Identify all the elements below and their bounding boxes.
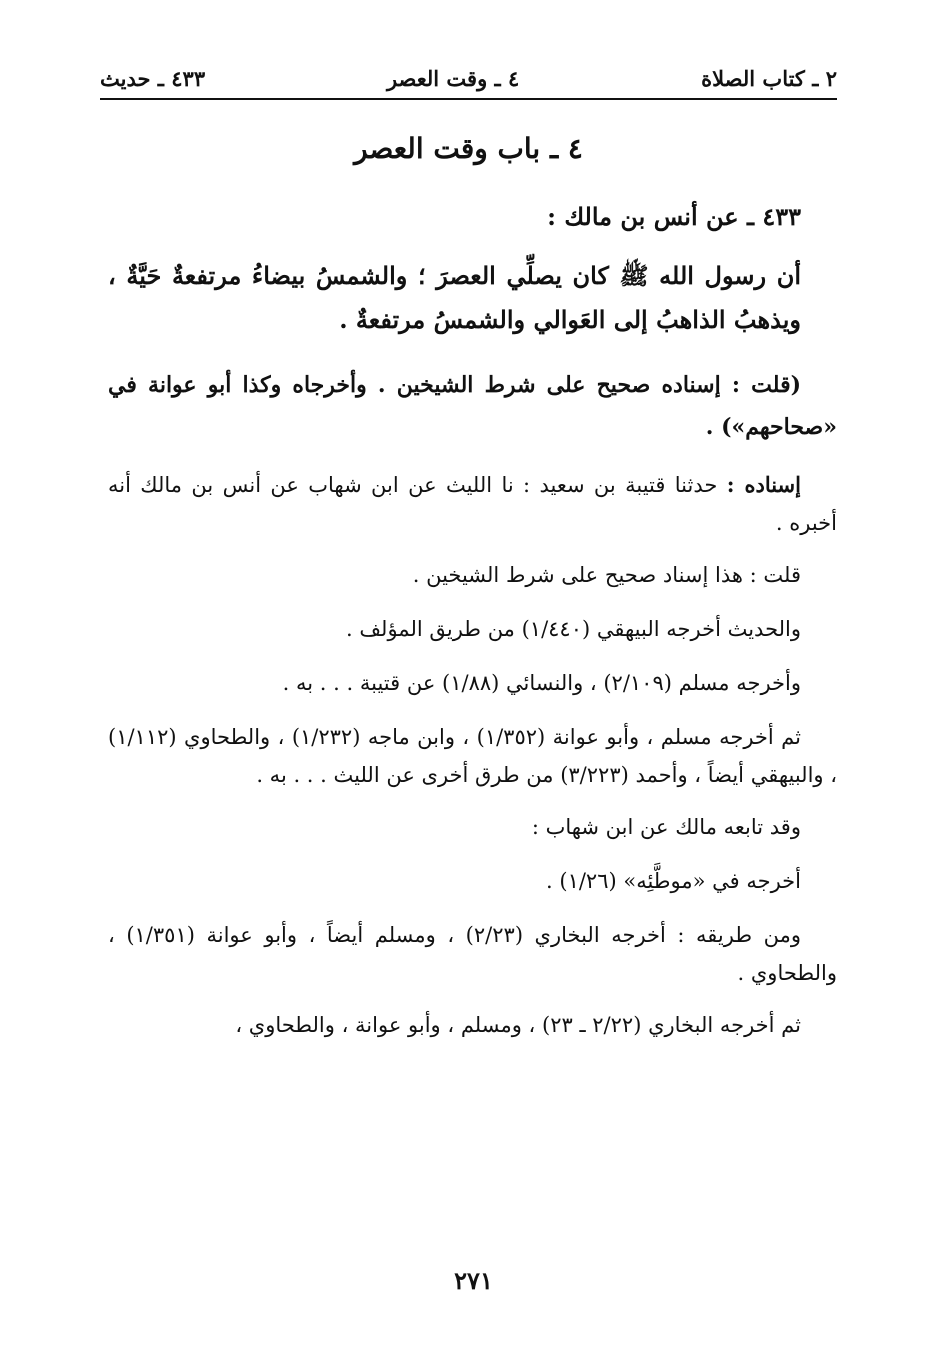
author-comment: (قلت : إسناده صحيح على شرط الشيخين . وأخرجاه وكذا أبو عوانة في «صحاحهم») . — [108, 372, 837, 440]
header-divider — [100, 98, 837, 100]
paragraph-grading: قلت : هذا إسناد صحيح على شرط الشيخين . — [412, 563, 801, 587]
paragraph-bukhari: ومن طريقه : أخرجه البخاري (٢/٢٣) ، ومسلم أيضاً ، وأبو عوانة (١/٣٥١) ، والطحاوي . — [108, 923, 837, 985]
hadith-text: أن رسول الله ﷺ كان يصلِّي العصرَ ؛ والشمسُ بيضاءُ مرتفعةٌ حَيَّةٌ ، ويذهبُ الذاهبُ إلى العَوالي والشمسُ مرتفعةٌ . — [108, 261, 801, 334]
header-book-title: ٢ ـ كتاب الصلاة — [701, 65, 837, 91]
header-hadith-number: ٤٣٣ ـ حديث — [100, 65, 206, 91]
paragraph-malik: وقد تابعه مالك عن ابن شهاب : — [531, 815, 801, 839]
hadith-heading: ٤٣٣ ـ عن أنس بن مالك : — [547, 202, 801, 231]
header-section-title: ٤ ـ وقت العصر — [386, 65, 520, 91]
paragraph-muslim-nasai: وأخرجه مسلم (٢/١٠٩) ، والنسائي (١/٨٨) عن قتيبة . . . به . — [282, 671, 801, 695]
paragraph-muwatta: أخرجه في «موطَّئِه» (١/٢٦) . — [546, 869, 801, 893]
isnad-label: إسناده : — [726, 472, 801, 497]
chapter-title: ٤ ـ باب وقت العصر — [354, 132, 583, 165]
paragraph-continuation: ثم أخرجه البخاري (٢/٢٢ ـ ٢٣) ، ومسلم ، وأبو عوانة ، والطحاوي ، — [235, 1013, 801, 1037]
page-number: ٢٧١ — [454, 1266, 493, 1295]
paragraph-bayhaqi: والحديث أخرجه البيهقي (١/٤٤٠) من طريق المؤلف . — [345, 617, 801, 641]
isnad-text: حدثنا قتيبة بن سعيد : نا الليث عن ابن شهاب عن أنس بن مالك أنه أخبره . — [108, 473, 837, 535]
page-body — [108, 198, 837, 1060]
running-header — [100, 58, 837, 98]
paragraph-other-routes: ثم أخرجه مسلم ، وأبو عوانة (١/٣٥٢) ، وابن ماجه (١/٢٣٢) ، والطحاوي (١/١١٢) ، والبيهقي أيضاً ، وأحمد (٣/٢٢٣) من طرق أخرى عن الليث . . . به . — [108, 725, 837, 787]
isnad-paragraph — [108, 466, 837, 542]
